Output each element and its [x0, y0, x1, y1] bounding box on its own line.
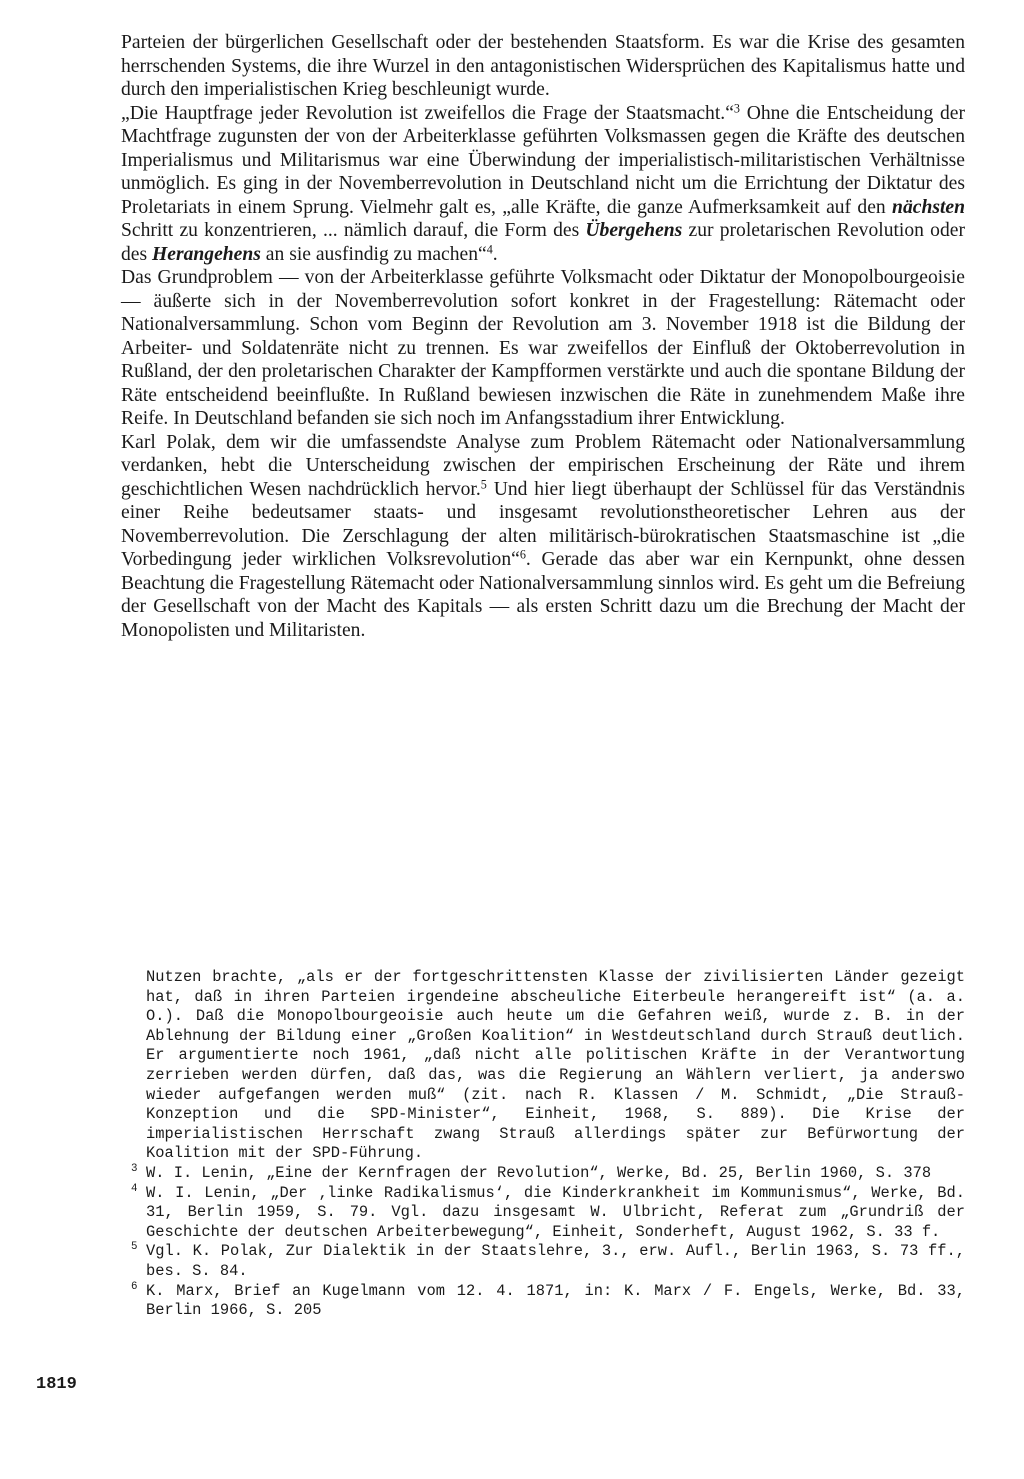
lenin-quote: „Die Hauptfrage jeder Revolution ist zweifellos die Frage der Staatsmacht.“: [121, 102, 734, 124]
footnote-mark-5: 5: [131, 1241, 138, 1254]
footnote-ref-5[interactable]: 5: [480, 476, 487, 491]
paragraph-4: [121, 431, 965, 643]
paragraph-2-text-4: an sie ausfindig zu machen“: [260, 243, 487, 265]
emphasis-herangehens: Herangehens: [152, 243, 261, 265]
page-number: 1819: [36, 1375, 77, 1394]
footnote-mark-4: 4: [131, 1182, 138, 1195]
paragraph-4-text: Karl Polak, dem wir die umfassendste Analyse zum Problem Rätemacht oder Nationalversammlung verdanken, hebt die Unterscheidung zwischen der empirischen Erscheinung der Räte und ihrem geschichtlichen Wesen nachdrücklich hervor.: [121, 431, 965, 500]
paragraph-2-text-2: Schritt zu konzentrieren, ... nämlich darauf, die Form des: [121, 220, 586, 241]
paragraph-4-text-2: Und hier liegt überhaupt der Schlüssel für das Verständnis einer Reihe bedeutsamer staats- und insgesamt revolutionstheoretischer Lehren aus der Novemberrevolution. Die Zerschlagung der alten militärisch-bürokratischen Staatsmaschine ist „die Vorbedingung jeder wirklichen Volksrevolution“: [121, 478, 965, 570]
footnote-mark-6: 6: [131, 1280, 138, 1293]
footnote-6-text: K. Marx, Brief an Kugelmann vom 12. 4. 1871, in: K. Marx / F. Engels, Werke, Bd. 33, Berlin 1966, S. 205: [146, 1281, 965, 1320]
paragraph-4-text-3: . Gerade das aber war ein Kernpunkt, ohne dessen Beachtung die Fragestellung Rätemacht oder Nationalversammlung sinnlos wird. Es geht um die Befreiung der Gesellschaft von der Macht des Kapitals — als ersten Schritt dazu um die Brechung der Macht der Monopolisten und Militaristen.: [121, 549, 965, 641]
footnote-4-text: W. I. Lenin, „Der ‚linke Radikalismus‘, die Kinderkrankheit im Kommunismus“, Werke, Bd. 31, Berlin 1959, S. 79. Vgl. dazu insgesamt W. Ulbricht, Referat zum „Grundriß der Geschichte der deutschen Arbeiterbewegung“, Einheit, Sonderheft, August 1962, S. 33 f.: [146, 1183, 965, 1241]
emphasis-naechsten: nächsten: [892, 196, 965, 218]
footnote-ref-4[interactable]: 4: [486, 241, 493, 256]
paragraph-2-text: Ohne die Entscheidung der Machtfrage zugunsten der von der Arbeiterklasse geführten Volksmassen gegen die Kräfte des deutschen Imperialismus und Militarismus war eine Überwindung der imperialistisch-militaristischen Verhältnisse unmöglich. Es ging in der Novemberrevolution in Deutschland nicht um die Errichtung der Diktatur des Proletariats in einem Sprung. Vielmehr galt es, „alle Kräfte, die ganze Aufmerksamkeit auf den: [121, 102, 966, 218]
footnotes: [121, 968, 965, 1321]
paragraph-3: [121, 266, 965, 431]
emphasis-uebergehens: Übergehens: [585, 220, 683, 241]
footnote-ref-6[interactable]: 6: [519, 547, 526, 562]
paragraph-2-end: .: [492, 243, 498, 265]
paragraph-2-text-3: zur proletarischen Revolution oder des: [121, 220, 965, 265]
footnote-5-text: Vgl. K. Polak, Zur Dialektik in der Staatslehre, 3., erw. Aufl., Berlin 1963, S. 73 ff., bes. S. 84.: [146, 1242, 965, 1280]
paragraph-2: [121, 102, 965, 267]
main-text: [121, 31, 965, 642]
footnote-6: [121, 1282, 965, 1321]
footnote-ref-3[interactable]: 3: [733, 100, 740, 115]
paragraph-1: [121, 31, 965, 102]
footnote-3: [121, 1164, 965, 1184]
footnote-4: [121, 1184, 965, 1243]
footnote-continuation: Nutzen brachte, „als er der fortgeschrittensten Klasse der zivilisierten Länder gezeigt hat, daß in ihren Parteien irgendeine abscheuliche Eiterbeule herangereift ist“ (a. a. O.). Daß die Monopolbourgeoisie auch heute um die Gefahren weiß, wurde z. B. in der Ablehnung der Bildung einer „Großen Koalition“ in Westdeutschland durch Strauß deutlich. Er argumentierte noch 1961, „daß nicht alle politischen Kräfte in der Verantwortung zerrieben werden dürfen, daß das, was die Regierung an Wählern verliert, ja anderswo wieder aufgefangen werden muß“ (zit. nach R. Klassen / M. Schmidt, „Die Strauß-Konzeption und die SPD-Minister“, Einheit, 1968, S. 889). Die Krise der imperialistischen Herrschaft zwang Strauß allerdings später zur Befürwortung der Koalition mit der SPD-Führung.: [146, 968, 965, 1163]
paragraph-3-text: Das Grundproblem — von der Arbeiterklasse geführte Volksmacht oder Diktatur der Monopolbourgeoisie — äußerte sich in der Novemberrevolution sofort konkret in der Fragestellung: Rätemacht oder Nationalversammlung. Schon vom Beginn der Revolution am 3. November 1918 ist die Bildung der Arbeiter- und Soldatenräte nicht zu trennen. Es war zweifellos der Einfluß der Oktoberrevolution in Rußland, der den proletarischen Charakter der Kampfformen verstärkte und auch die spontane Bildung der Räte entscheidend beeinflußte. In Rußland bewiesen inzwischen die Räte in zunehmendem Maße ihre Reife. In Deutschland befanden sie sich noch im Anfangsstadium ihrer Entwicklung.: [121, 267, 965, 429]
paragraph-1-text: Parteien der bürgerlichen Gesellschaft oder der bestehenden Staatsform. Es war die Krise des gesamten herrschenden Systems, die ihre Wurzel in den antagonistischen Widersprüchen des Kapitalismus hatte und durch den imperialistischen Krieg beschleunigt wurde.: [121, 32, 965, 100]
footnote-5: [121, 1242, 965, 1281]
footnote-mark-3: 3: [131, 1162, 138, 1175]
footnote-3-text: W. I. Lenin, „Eine der Kernfragen der Revolution“, Werke, Bd. 25, Berlin 1960, S. 378: [146, 1163, 932, 1182]
